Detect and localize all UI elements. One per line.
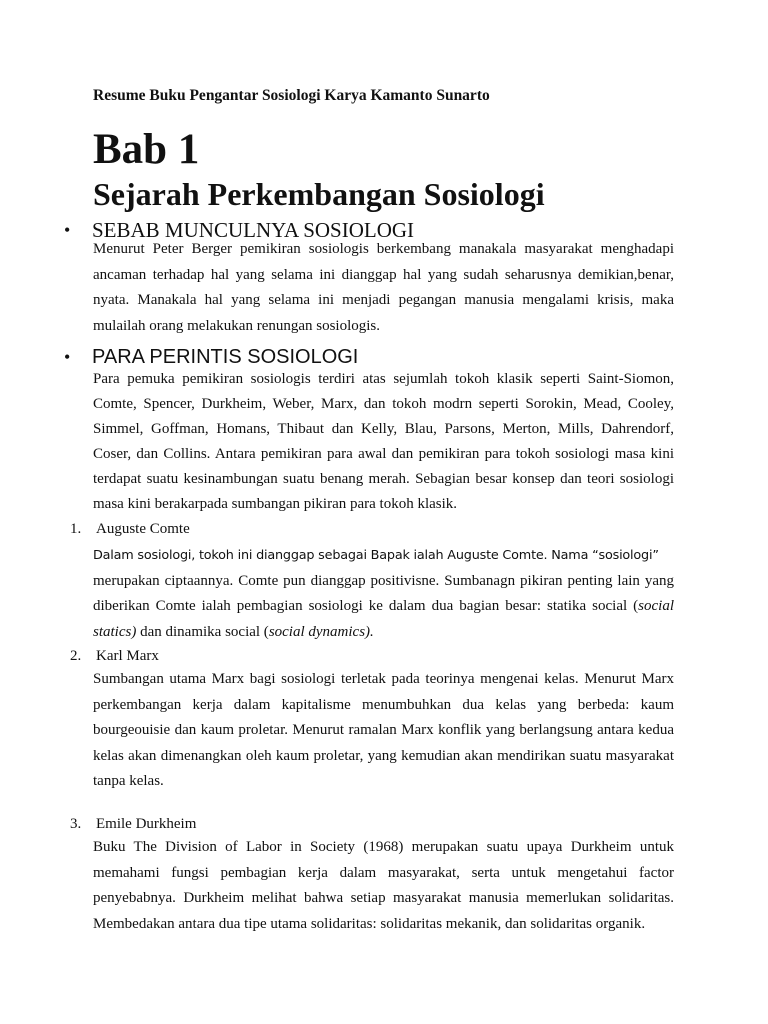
list-item-paragraph: Sumbangan utama Marx bagi sosiologi terletak pada teorinya mengenai kelas. Menurut Marx perkembangan kerja dalam kapitalisme menumbuhkan dua kelas yang berbeda: kaum bourgeouisie dan kaum proletar. Menurut ramalan Marx konflik yang berlangsung antara kedua kelas akan dimenangkan oleh kaum proletar, yang kemudian akan mendirikan suatu masyarakat tanpa kelas.	[93, 671, 674, 789]
list-item-name: Karl Marx	[96, 648, 159, 664]
paragraph-text: dan dinamika social (	[136, 623, 269, 640]
section-heading-text: PARA PERINTIS SOSIOLOGI	[92, 346, 359, 368]
section-heading-text: SEBAB MUNCULNYA SOSIOLOGI	[92, 218, 415, 242]
section-paragraph: Para pemuka pemikiran sosiologis terdiri atas sejumlah tokoh klasik seperti Saint-Siomon, Comte, Spencer, Durkheim, Weber, Marx, dan tokoh modrn seperti Sorokin, Mead, Cooley, Simmel, Goffman, Homans, Thibaut dan Kelly, Blau, Parsons, Merton, Mills, Dahrendorf, Coser, dan Collins. Antara pemikiran para awal dan pemikiran para tokoh sosiologi masa kini terdapat suatu kesinambungan suatu benang merah. Sebagian besar konsep dan teori sosiologi masa kini berakarpada sumbangan pikiran para tokoh klasik.	[93, 371, 674, 512]
list-item-name: Auguste Comte	[96, 521, 190, 537]
list-item-name: Emile Durkheim	[96, 816, 197, 832]
list-number: 1.	[70, 521, 82, 537]
italic-term: social dynamics).	[268, 623, 374, 640]
bullet-icon: •	[64, 347, 71, 367]
chapter-label: Bab 1	[93, 126, 200, 173]
list-item-paragraph	[93, 543, 674, 645]
document-header: Resume Buku Pengantar Sosiologi Karya Kamanto Sunarto	[93, 87, 490, 104]
chapter-title: Sejarah Perkembangan Sosiologi	[93, 176, 545, 212]
italic-term: social statics)	[93, 598, 674, 640]
bullet-icon: •	[64, 220, 71, 240]
list-number: 2.	[70, 648, 82, 664]
list-item-paragraph: Buku The Division of Labor in Society (1968) merupakan suatu upaya Durkheim untuk memahami fungsi pembagian kerja dalam masyarakat, serta untuk mengetahui factor penyebabnya. Durkheim melihat bahwa setiap masyarakat manusia memerlukan solidaritas. Membedakan antara dua tipe utama solidaritas: solidaritas mekanik, dan solidaritas organik.	[93, 839, 674, 932]
paragraph-text: merupakan ciptaannya. Comte pun dianggap positivisne. Sumbanagn pikiran penting lain yang diberikan Comte ialah pembagian sosiologi ke dalam dua bagian besar: statika social (	[93, 572, 674, 614]
paragraph-first-line: Dalam sosiologi, tokoh ini dianggap sebagai Bapak ialah Auguste Comte. Nama “sosiologi”	[93, 548, 659, 563]
list-number: 3.	[70, 816, 82, 832]
section-paragraph: Menurut Peter Berger pemikiran sosiologis berkembang manakala masyarakat menghadapi ancaman terhadap hal yang selama ini dianggap hal yang sudah seharusnya demikian,benar, nyata. Manakala hal yang selama ini menjadi pegangan manusia mengalami krisis, maka mulailah orang melakukan renungan sosiologis.	[93, 241, 674, 334]
